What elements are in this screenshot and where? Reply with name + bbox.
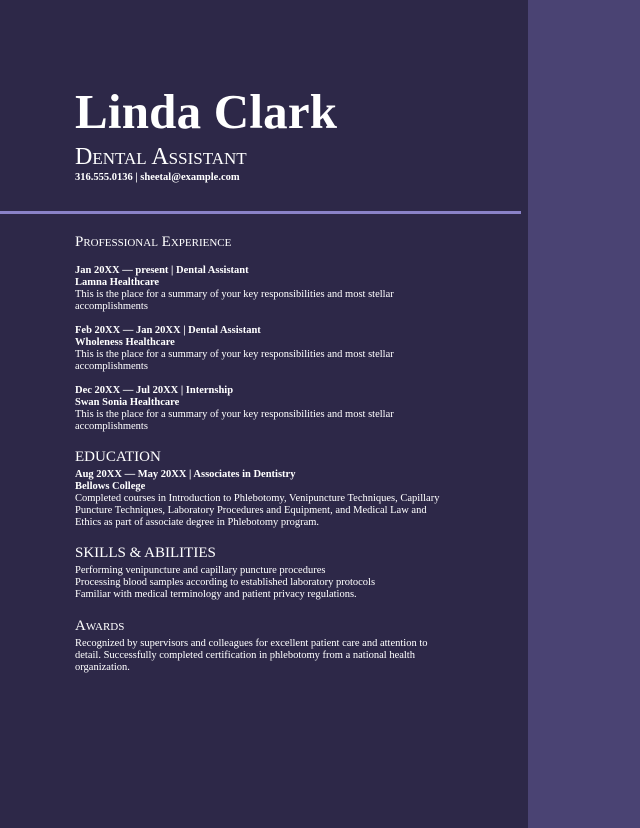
awards-section <box>75 616 455 675</box>
side-color-band <box>528 0 640 828</box>
job-summary: This is the place for a summary of your key responsibilities and most stellar accomplishments <box>75 289 394 312</box>
job-dates-role: Dec 20XX — Jul 20XX | Internship <box>75 385 234 396</box>
awards-heading: Awards <box>75 617 125 634</box>
job-entry <box>75 265 455 313</box>
education-school: Bellows College <box>75 481 146 492</box>
skill-item: Performing venipuncture and capillary puncture procedures <box>75 565 326 576</box>
skills-list <box>75 565 455 602</box>
header-divider <box>0 211 521 214</box>
resume-content <box>75 232 455 674</box>
contact-info: 316.555.0136 | sheetal@example.com <box>75 172 240 183</box>
experience-section <box>75 232 455 433</box>
job-summary: This is the place for a summary of your key responsibilities and most stellar accomplishments <box>75 409 394 432</box>
education-dates-degree: Aug 20XX — May 20XX | Associates in Dentistry <box>75 469 296 480</box>
job-company: Swan Sonia Healthcare <box>75 397 180 408</box>
experience-heading: Professional Experience <box>75 234 232 250</box>
job-entry <box>75 325 455 373</box>
job-dates-role: Feb 20XX — Jan 20XX | Dental Assistant <box>75 325 261 336</box>
candidate-title: Dental Assistant <box>75 144 247 170</box>
education-section <box>75 447 455 529</box>
job-company: Lamna Healthcare <box>75 277 160 288</box>
skills-heading: SKILLS & ABILITIES <box>75 545 216 561</box>
skills-section <box>75 543 455 602</box>
job-company: Wholeness Healthcare <box>75 337 175 348</box>
education-description: Completed courses in Introduction to Phlebotomy, Venipuncture Techniques, Capillary Puncture Techniques, Laboratory Procedures and Equipment, and Medical Law and Ethics as part of associate degree in Phlebotomy program. <box>75 493 440 528</box>
skill-item: Processing blood samples according to established laboratory protocols <box>75 577 376 589</box>
job-entry <box>75 385 455 433</box>
job-summary: This is the place for a summary of your key responsibilities and most stellar accomplishments <box>75 349 394 372</box>
education-heading: EDUCATION <box>75 449 161 465</box>
awards-text: Recognized by supervisors and colleagues for excellent patient care and attention to detail. Successfully completed certification in phlebotomy from a national health organization. <box>75 637 428 674</box>
skill-item: Familiar with medical terminology and patient privacy regulations. <box>75 589 357 601</box>
candidate-name: Linda Clark <box>75 84 338 139</box>
job-dates-role: Jan 20XX — present | Dental Assistant <box>75 265 249 276</box>
education-entry <box>75 469 455 529</box>
